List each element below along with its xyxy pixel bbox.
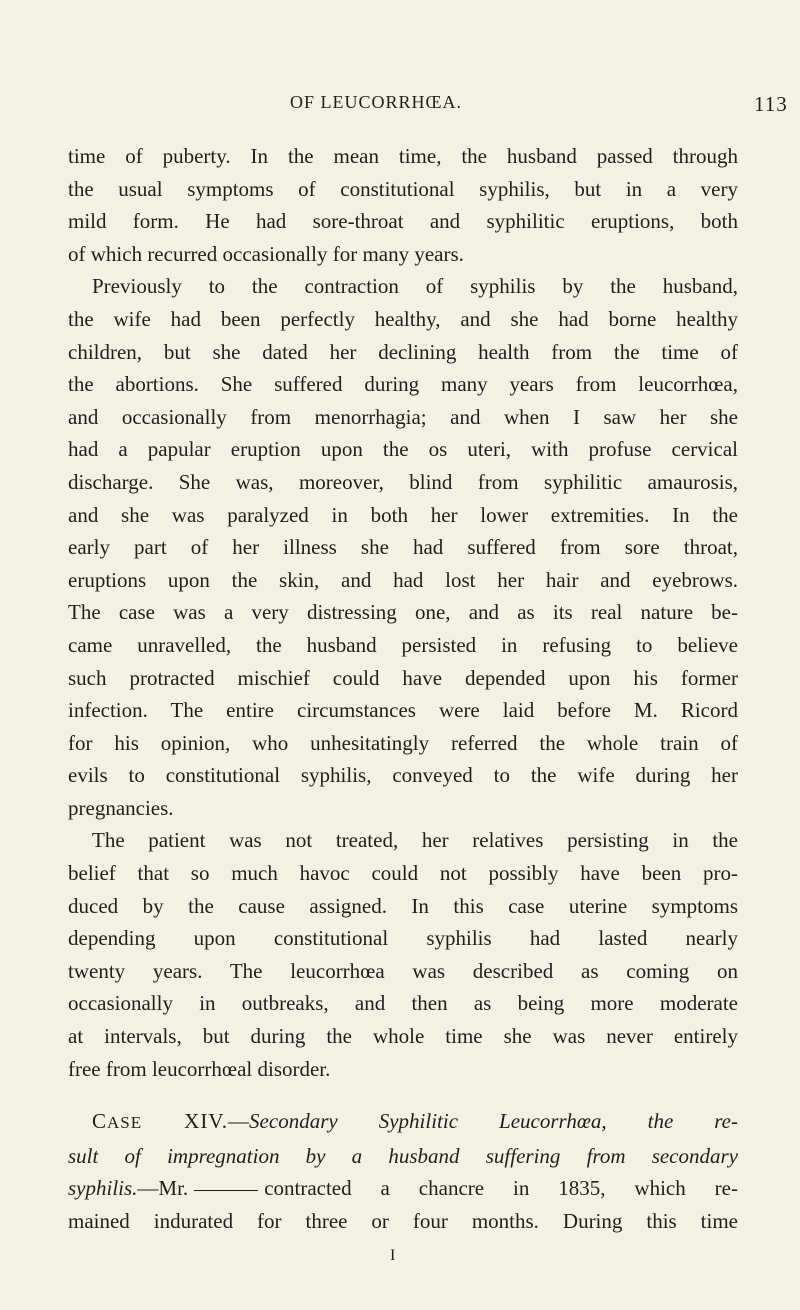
case-title-continued: sult of impregnation by a husband suffering from secondary <box>68 1143 738 1168</box>
page-number: 113 <box>754 92 788 116</box>
text-line: depending upon constitutional syphilis had lasted nearly <box>68 926 738 951</box>
signature-mark: I <box>390 1247 396 1264</box>
text-line: for his opinion, who unhesitatingly referred the whole train of <box>68 730 738 755</box>
text-line: Previously to the contraction of syphilis by the husband, <box>92 274 738 299</box>
text-line: The patient was not treated, her relatives persisting in the <box>92 828 738 853</box>
text-line: evils to constitutional syphilis, conveyed to the wife during her <box>68 763 738 788</box>
case-title-end: syphilis. <box>68 1176 138 1201</box>
text-line: occasionally in outbreaks, and then as being more moderate <box>68 991 738 1016</box>
case-text-line: mained indurated for three or four months. During this time <box>68 1209 738 1233</box>
text-line: twenty years. The leucorrhœa was described as coming on <box>68 958 738 983</box>
section-gap <box>68 1085 738 1105</box>
case-label-initial: C <box>92 1109 108 1134</box>
text-line: children, but she dated her declining health from the time of <box>68 339 738 364</box>
text-line: discharge. She was, moreover, blind from syphilitic amaurosis, <box>68 469 738 494</box>
text-line: the wife had been perfectly healthy, and she had borne healthy <box>68 306 738 331</box>
case-dash: — <box>228 1109 250 1134</box>
running-head <box>0 92 800 120</box>
text-line: at intervals, but during the whole time she was never entirely <box>68 1024 738 1049</box>
text-line: came unravelled, the husband persisted in refusing to believe <box>68 632 738 657</box>
case-label <box>92 1109 228 1133</box>
case-label-small-caps: ASE <box>107 1113 143 1133</box>
text-line: and she was paralyzed in both her lower extremities. In the <box>68 502 738 527</box>
case-heading-line <box>68 1105 738 1140</box>
text-line: and occasionally from menorrhagia; and when I saw her she <box>68 404 738 429</box>
text-line: pregnancies. <box>68 795 174 820</box>
case-title: Secondary Syphilitic Leucorrhœa, the re- <box>249 1109 739 1134</box>
text-line: The case was a very distressing one, and as its real nature be- <box>68 600 738 625</box>
text-line: the usual symptoms of constitutional syphilis, but in a very <box>68 176 738 201</box>
text-line: duced by the cause assigned. In this case uterine symptoms <box>68 893 738 918</box>
text-line: mild form. He had sore-throat and syphilitic eruptions, both <box>68 209 738 234</box>
case-number: XIV. <box>184 1109 229 1134</box>
text-line: time of puberty. In the mean time, the husband passed through <box>68 144 738 168</box>
text-line: of which recurred occasionally for many years. <box>68 241 464 266</box>
case-heading-line <box>68 1140 738 1173</box>
text-line: eruptions upon the skin, and had lost her hair and eyebrows. <box>68 567 738 592</box>
text-line: infection. The entire circumstances were laid before M. Ricord <box>68 698 738 723</box>
text-line: belief that so much havoc could not possibly have been pro- <box>68 861 738 886</box>
running-title: OF LEUCORRHŒA. <box>290 92 463 112</box>
text-line: early part of her illness she had suffered from sore throat, <box>68 535 738 560</box>
body-text <box>68 140 738 1238</box>
text-line: the abortions. She suffered during many years from leucorrhœa, <box>68 372 738 397</box>
name-omission-rule <box>194 1190 258 1191</box>
text-line: such protracted mischief could have depended upon his former <box>68 665 738 690</box>
case-patient: —Mr. <box>137 1176 189 1201</box>
case-text-line <box>68 1172 738 1205</box>
text-line: had a papular eruption upon the os uteri, with profuse cervical <box>68 437 738 462</box>
text-line: free from leucorrhœal disorder. <box>68 1056 331 1081</box>
case-text: contracted a chancre in 1835, which re- <box>264 1176 738 1201</box>
